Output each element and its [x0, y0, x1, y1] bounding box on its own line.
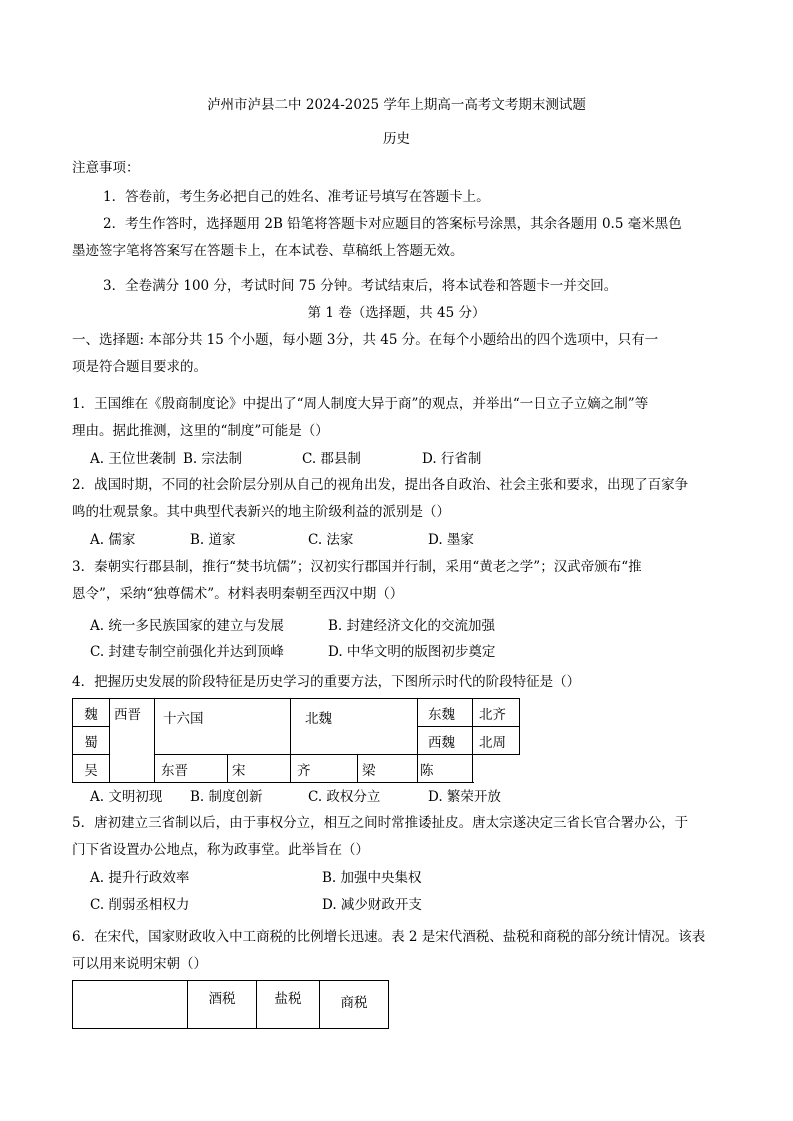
cell-beizhou: 北周 — [473, 727, 520, 755]
question-3-option-a: A. 统一多民族国家的建立与发展 — [90, 618, 284, 634]
cell-dongwei: 东魏 — [418, 699, 473, 727]
notice-item-3: 3．全卷满分 100 分，考试时间 75 分钟。考试结束后，将本试卷和答题卡一并交回。 — [103, 278, 618, 294]
question-3-option-b: B. 封建经济文化的交流加强 — [328, 618, 496, 634]
cell-wei: 魏 — [73, 699, 110, 727]
question-1-line-1: 1．王国维在《殷商制度论》中提出了“周人制度大异于商”的观点，并举出“一日立子立嫡之制”等 — [72, 396, 649, 412]
question-1-line-2: 理由。据此推测，这里的“制度”可能是（） — [72, 423, 329, 439]
dynasty-timeline-table — [72, 698, 520, 783]
cell-dongjin: 东晋 — [155, 755, 228, 783]
section-intro-line-2: 项是符合题目要求的。 — [72, 359, 207, 375]
cell-chen: 陈 — [418, 755, 473, 783]
question-3-line-1: 3．秦朝实行郡县制，推行“焚书坑儒”；汉初实行郡国并行制，采用“黄老之学”；汉武帝颁布“推 — [72, 559, 642, 575]
exam-subject: 历史 — [383, 131, 410, 147]
question-1-option-d: D. 行省制 — [422, 451, 482, 467]
tax-header-wine: 酒税 — [188, 981, 257, 1029]
exam-title: 泸州市泸县二中 2024-2025 学年上期高一高考文考期末测试题 — [207, 97, 586, 113]
question-2-line-1: 2．战国时期，不同的社会阶层分别从自己的视角出发，提出各自政治、社会主张和要求，出现了百家争 — [72, 477, 689, 493]
song-tax-table — [72, 980, 389, 1029]
cell-shu: 蜀 — [73, 727, 110, 755]
tax-header-commerce: 商税 — [320, 981, 389, 1029]
section-intro-line-1: 一、选择题: 本部分共 15 个小题，每小题 3分，共 45 分。在每个小题给出的四个选项中，只有一 — [72, 332, 659, 348]
question-4-option-c: C. 政权分立 — [308, 789, 381, 805]
cell-qi: 齐 — [291, 755, 358, 783]
question-5-line-2: 门下省设置办公地点，称为政事堂。此举旨在（） — [72, 842, 369, 858]
cell-liang: 梁 — [358, 755, 418, 783]
question-5-option-b: B. 加强中央集权 — [322, 870, 422, 886]
question-5-line-1: 5．唐初建立三省制以后，由于事权分立，相互之间时常推诿扯皮。唐太宗遂决定三省长官合署办公，于 — [72, 815, 689, 831]
tax-header-salt: 盐税 — [257, 981, 320, 1029]
question-4-option-a: A. 文明初现 — [90, 789, 163, 805]
question-3-option-d: D. 中华文明的版图初步奠定 — [328, 644, 496, 660]
notice-item-2-line-1: 2．考生作答时，选择题用 2B 铅笔将答题卡对应题目的答案标号涂黑，其余各题用 0.5 毫米黑色 — [103, 216, 682, 232]
cell-shiliuguo: 十六国 — [155, 699, 291, 755]
cell-xijin: 西晋 — [110, 699, 155, 783]
question-4-line-1: 4．把握历史发展的阶段特征是历史学习的重要方法，下图所示时代的阶段特征是（） — [72, 674, 581, 690]
tax-header-empty — [73, 981, 188, 1029]
cell-beiqi: 北齐 — [473, 699, 520, 727]
question-3-line-2: 恩令”，采纳“独尊儒术”。材料表明秦朝至西汉中期（） — [72, 586, 404, 602]
cell-xiwei: 西魏 — [418, 727, 473, 755]
question-6-line-2: 可以用来说明宋朝（） — [72, 956, 207, 972]
question-5-option-c: C. 削弱丞相权力 — [90, 897, 190, 913]
cell-song: 宋 — [228, 755, 291, 783]
question-6-line-1: 6．在宋代，国家财政收入中工商税的比例增长迅速。表 2 是宋代酒税、盐税和商税的部分统计情况。该表 — [72, 929, 706, 945]
question-2-line-2: 鸣的壮观景象。其中典型代表新兴的地主阶级利益的派别是（） — [72, 504, 450, 520]
question-4-option-d: D. 繁荣开放 — [428, 789, 501, 805]
question-3-option-c: C. 封建专制空前强化并达到顶峰 — [90, 644, 284, 660]
cell-beiwei: 北魏 — [291, 699, 418, 755]
section-title: 第 1 卷（选择题，共 45 分） — [307, 305, 486, 321]
notice-item-2-line-2: 墨迹签字笔将答案写在答题卡上，在本试卷、草稿纸上答题无效。 — [72, 243, 464, 259]
question-4-option-b: B. 制度创新 — [190, 789, 263, 805]
question-1-option-b: B. 宗法制 — [183, 451, 243, 467]
question-5-option-d: D. 减少财政开支 — [322, 897, 422, 913]
question-2-option-c: C. 法家 — [308, 532, 354, 548]
question-1-option-c: C. 郡县制 — [302, 451, 361, 467]
cell-wu: 吴 — [73, 755, 110, 783]
question-1-option-a: A. 王位世袭制 — [90, 451, 176, 467]
notice-heading: 注意事项： — [72, 160, 140, 176]
question-2-option-b: B. 道家 — [190, 532, 236, 548]
question-2-option-a: A. 儒家 — [90, 532, 136, 548]
notice-item-1: 1．答卷前，考生务必把自己的姓名、准考证号填写在答题卡上。 — [103, 189, 490, 205]
question-5-option-a: A. 提升行政效率 — [90, 870, 190, 886]
question-2-option-d: D. 墨家 — [428, 532, 474, 548]
